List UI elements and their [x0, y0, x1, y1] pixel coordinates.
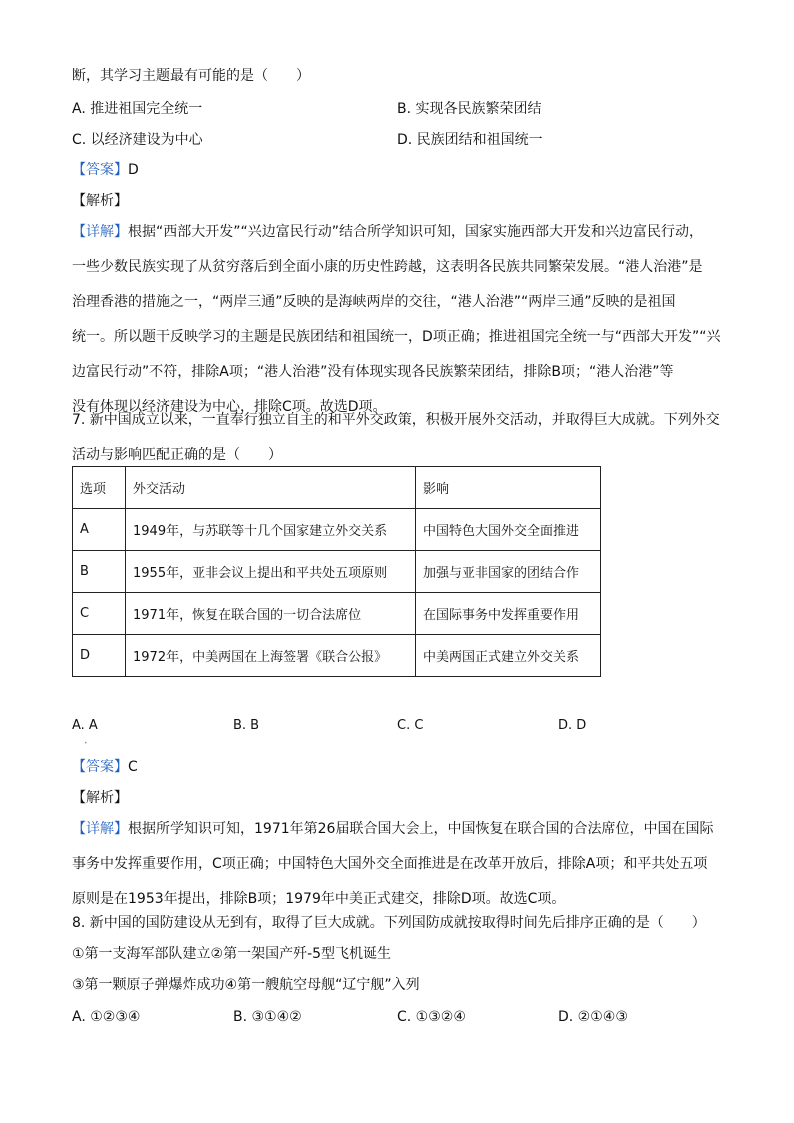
answer-label: 【答案】	[72, 162, 128, 178]
table-cell: A	[73, 509, 126, 551]
table-cell: C	[73, 593, 126, 635]
q6-analysis-label: 【解析】	[72, 193, 128, 209]
q7-option-d: D. D	[558, 718, 587, 733]
table-row	[73, 635, 601, 677]
q6-option-c: C. 以经济建设为中心	[72, 132, 203, 148]
table-row	[73, 509, 601, 551]
detail-label: 【详解】	[72, 821, 128, 837]
table-cell: B	[73, 551, 126, 593]
q8-items-line-1: ①第一支海军部队建立②第一架国产歼-5型飞机诞生	[72, 946, 392, 962]
table-cell: 1971年，恢复在联合国的一切合法席位	[126, 593, 416, 635]
q7-analysis-label: 【解析】	[72, 790, 128, 806]
detail-line-1: 【详解】根据所学知识可知，1971年第26届联合国大会上，中国恢复在联合国的合法席位，中国在国际	[72, 821, 714, 837]
table-cell: 在国际事务中发挥重要作用	[416, 593, 601, 635]
q7-option-c: C. C	[397, 718, 424, 733]
question-7-stem	[72, 403, 732, 473]
table-row	[73, 551, 601, 593]
table-header-cell: 选项	[73, 467, 126, 509]
answer-value: D	[128, 162, 139, 178]
question-8-stem: 8. 新中国的国防建设从无到有，取得了巨大成就。下列国防成就按取得时间先后排序正确的是（ ）	[72, 915, 706, 931]
table-header-row	[73, 467, 601, 509]
question-6-stem-tail: 断，其学习主题最有可能的是（ ）	[72, 68, 310, 84]
table-row	[73, 593, 601, 635]
q7-stem-line-1: 7. 新中国成立以来，一直奉行独立自主的和平外交政策，积极开展外交活动，并取得巨大成就。下列外交	[72, 412, 720, 428]
table-cell: 1972年，中美两国在上海签署《联合公报》	[126, 635, 416, 677]
detail-line-3: 治理香港的措施之一，“两岸三通”反映的是海峡两岸的交往，“港人治港”“两岸三通”反映的是祖国	[72, 294, 676, 310]
q8-option-a: A. ①②③④	[72, 1009, 141, 1025]
q7-table	[72, 466, 601, 677]
q6-detail	[72, 215, 732, 425]
q6-option-b: B. 实现各民族繁荣团结	[397, 101, 542, 117]
table-cell: D	[73, 635, 126, 677]
table-cell: 1955年，亚非会议上提出和平共处五项原则	[126, 551, 416, 593]
detail-line-2: 事务中发挥重要作用，C项正确；中国特色大国外交全面推进是在改革开放后，排除A项；和平共处五项	[72, 856, 708, 872]
table-cell: 1949年，与苏联等十几个国家建立外交关系	[126, 509, 416, 551]
q8-option-c: C. ①③②④	[397, 1009, 466, 1025]
detail-line-6: 没有体现以经济建设为中心，排除C项。故选D项。	[72, 399, 387, 415]
q8-items-line-2: ③第一颗原子弹爆炸成功④第一艘航空母舰“辽宁舰”入列	[72, 977, 420, 993]
detail-line-3: 原则是在1953年提出，排除B项；1979年中美正式建交，排除D项。故选C项。	[72, 891, 566, 907]
q8-option-d: D. ②①④③	[558, 1009, 628, 1025]
table-cell: 加强与亚非国家的团结合作	[416, 551, 601, 593]
table-cell: 中国特色大国外交全面推进	[416, 509, 601, 551]
q7-detail	[72, 812, 732, 917]
detail-line-4: 统一。所以题干反映学习的主题是民族团结和祖国统一，D项正确；推进祖国完全统一与“西部大开发”“兴	[72, 329, 721, 345]
detail-line-5: 边富民行动”不符，排除A项；“港人治港”没有体现实现各民族繁荣团结，排除B项；“港人治港”等	[72, 364, 674, 380]
q7-answer	[72, 757, 138, 777]
detail-line-1: 【详解】根据“西部大开发”“兴边富民行动”结合所学知识可知，国家实施西部大开发和兴边富民行动，	[72, 224, 704, 240]
table-header-cell: 影响	[416, 467, 601, 509]
table-header-cell: 外交活动	[126, 467, 416, 509]
q6-answer	[72, 160, 139, 180]
q7-stem-line-2: 活动与影响匹配正确的是（ ）	[72, 447, 282, 463]
table-cell: 中美两国正式建立外交关系	[416, 635, 601, 677]
q7-option-a: A. A	[72, 718, 98, 733]
detail-line-2: 一些少数民族实现了从贫穷落后到全面小康的历史性跨越，这表明各民族共同繁荣发展。“港人治港”是	[72, 259, 703, 275]
stray-mark: •	[84, 740, 88, 747]
detail-label: 【详解】	[72, 224, 128, 240]
q7-option-b: B. B	[233, 718, 260, 733]
q6-option-d: D. 民族团结和祖国统一	[397, 132, 543, 148]
q6-option-a: A. 推进祖国完全统一	[72, 101, 203, 117]
answer-value: C	[128, 759, 138, 775]
answer-label: 【答案】	[72, 759, 128, 775]
q8-option-b: B. ③①④②	[233, 1009, 302, 1025]
